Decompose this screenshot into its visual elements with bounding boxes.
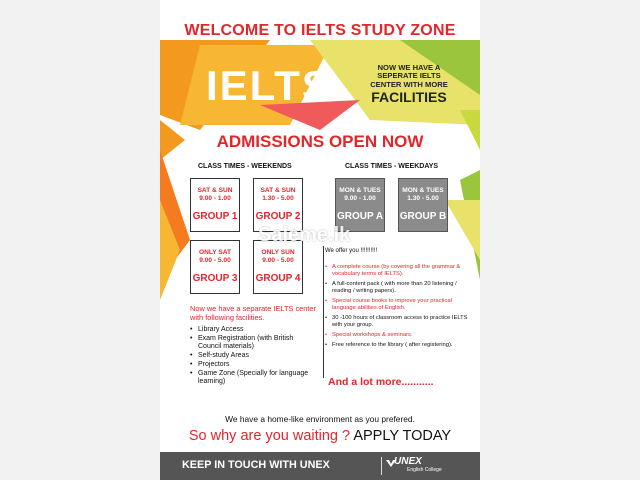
- poster: [160, 0, 480, 480]
- welcome-heading: WELCOME TO IELTS STUDY ZONE: [184, 22, 456, 39]
- group-days: MON & TUES: [402, 187, 444, 194]
- list-item: • Special course books to improve your practical language abilities of English.: [325, 298, 475, 312]
- weekday-group-b: [398, 178, 448, 232]
- group-time: 1.30 - 5.00: [262, 194, 294, 202]
- ielts-title: IELTS: [206, 62, 332, 109]
- subtitle-block: [343, 64, 475, 104]
- group-name: GROUP A: [336, 211, 384, 223]
- weekends-title: CLASS TIMES - WEEKENDS: [198, 163, 292, 170]
- call-to-action: [160, 428, 480, 444]
- wait-question: So why are you waiting ?: [188, 428, 351, 444]
- offer-heading: We offer you !!!!!!!!!!: [325, 248, 378, 254]
- facilities-heading: Now we have a separate IELTS center with following facilities.: [190, 304, 316, 322]
- subtitle-line-2: SEPERATE IELTS: [377, 71, 441, 81]
- group-days: MON & TUES: [339, 187, 381, 194]
- group-days: SAT & SUN: [197, 187, 233, 194]
- list-item: • Projectors: [190, 361, 318, 369]
- more-text: And a lot more...........: [328, 376, 434, 388]
- list-item: • Free reference to the library ( after registering).: [325, 342, 475, 349]
- list-item: • 30 -100 hours of classroom access to practice IELTS with your group.: [325, 315, 475, 329]
- list-item: • Library Access: [190, 326, 318, 334]
- group-days: ONLY SAT: [198, 249, 232, 256]
- list-item: • Exam Registration (with British Council materials): [190, 335, 318, 351]
- list-item: • Game Zone (Specially for language learning): [190, 370, 318, 386]
- bg-yellow-lower-right: [445, 200, 480, 260]
- subtitle-line-1: NOW WE HAVE A: [377, 63, 441, 72]
- weekdays-title: CLASS TIMES - WEEKDAYS: [345, 163, 439, 170]
- list-item: • Special workshops & seminars.: [325, 332, 475, 339]
- list-item: • Self-study Areas: [190, 352, 318, 360]
- group-days: ONLY SUN: [261, 249, 295, 256]
- keep-in-touch: KEEP IN TOUCH WITH UNEX: [182, 459, 330, 471]
- unex-brand-sub: English College: [407, 467, 442, 473]
- footer-divider: [381, 457, 382, 475]
- group-name: GROUP 1: [192, 211, 238, 223]
- group-time: 9.00 - 1.00: [344, 194, 376, 202]
- group-days: SAT & SUN: [260, 187, 296, 194]
- facilities-list: [190, 326, 318, 387]
- apply-today: APPLY TODAY: [353, 428, 452, 444]
- group-time: 9.00 - 5.00: [262, 256, 294, 264]
- weekend-group-4: [253, 240, 303, 294]
- divider-line: [323, 246, 324, 378]
- subtitle-line-3: CENTER WITH MORE: [370, 79, 448, 89]
- group-name: GROUP B: [399, 211, 447, 223]
- admissions-heading: ADMISSIONS OPEN NOW: [216, 132, 424, 151]
- group-time: 9.00 - 5.00: [199, 256, 231, 264]
- offer-list: [325, 264, 475, 352]
- weekend-group-3: [190, 240, 240, 294]
- list-item: • A complete course (by covering all the grammar & vocabulary terms of IELTS).: [325, 264, 475, 278]
- watermark: Saleme.lk: [258, 224, 351, 246]
- group-name: GROUP 4: [255, 273, 301, 285]
- subtitle-facilities: FACILITIES: [371, 89, 447, 106]
- group-time: 1.30 - 5.00: [407, 194, 439, 202]
- home-text: We have a home-like environment as you prefered.: [225, 414, 415, 424]
- list-item: • A full-content pack ( with more than 20 listening / reading / writing papers).: [325, 281, 475, 295]
- group-name: GROUP 2: [255, 211, 301, 223]
- unex-brand: UNEX: [394, 456, 422, 467]
- weekend-group-1: [190, 178, 240, 232]
- group-name: GROUP 3: [192, 273, 238, 285]
- group-time: 9.00 - 1.00: [199, 194, 231, 202]
